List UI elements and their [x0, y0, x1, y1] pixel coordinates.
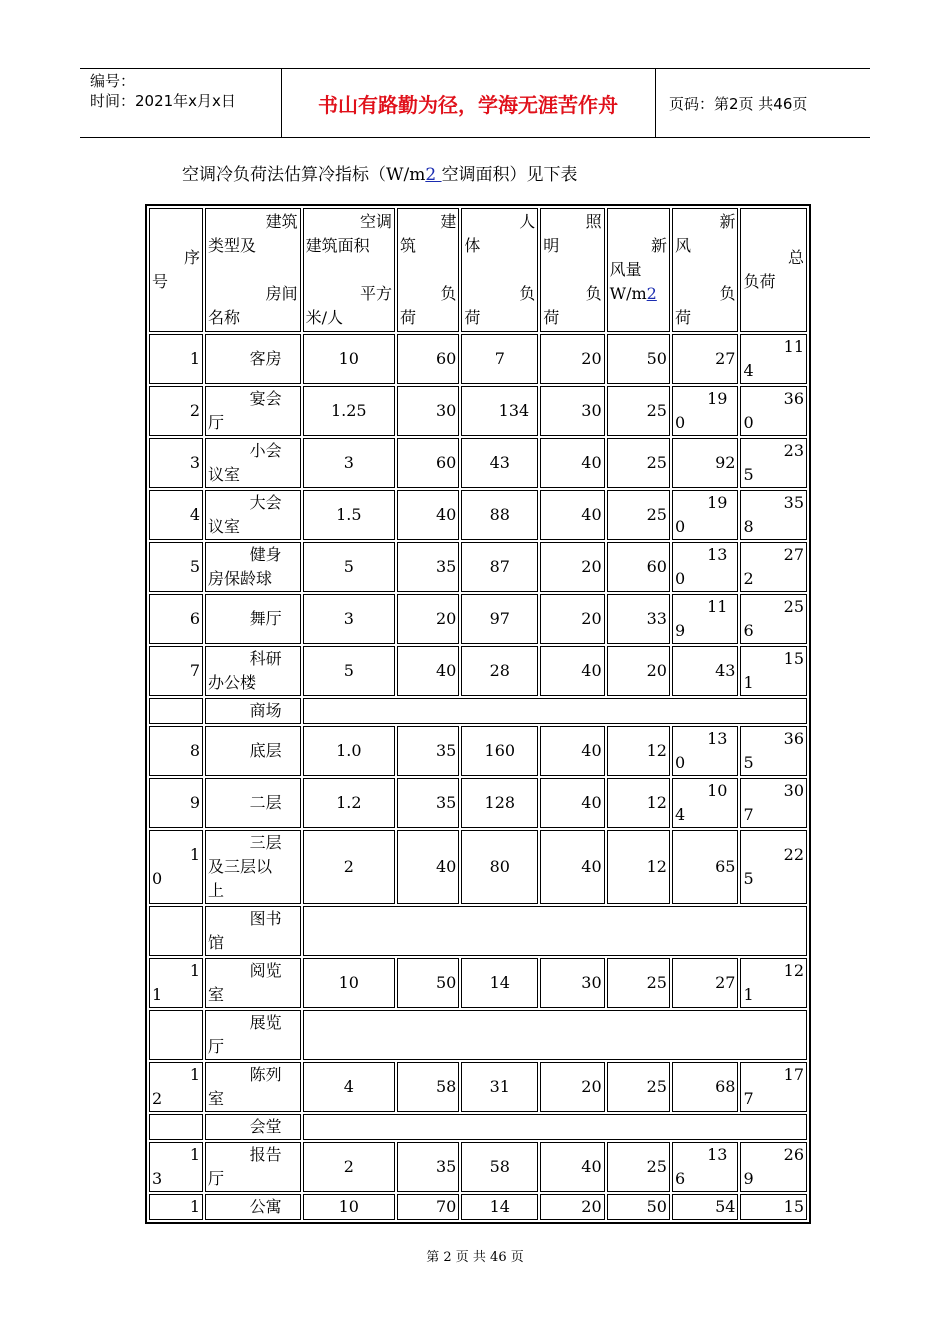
room-name-cell: 三层 及三层以 上 — [205, 830, 301, 904]
building-load-cell: 35 — [397, 542, 459, 592]
body-load-cell: 14 — [461, 1194, 538, 1220]
body-load-cell: 87 — [461, 542, 538, 592]
fresh-air-load-cell: 43 — [672, 646, 738, 696]
document-number-label: 编号： — [90, 72, 136, 90]
table-row — [149, 334, 807, 384]
table-row — [149, 490, 807, 540]
empty-cell — [149, 698, 203, 724]
total-load-cell: 15 — [740, 1194, 807, 1220]
table-row — [149, 542, 807, 592]
fresh-air-load-cell: 13 0 — [672, 726, 738, 776]
fresh-air-load-cell: 11 9 — [672, 594, 738, 644]
header-body-load: 人 体 负 荷 — [461, 208, 538, 332]
empty-cell — [303, 906, 807, 956]
table-row — [149, 1062, 807, 1112]
area-cell: 1.2 — [303, 778, 395, 828]
fresh-air-load-cell: 65 — [672, 830, 738, 904]
building-load-cell: 70 — [397, 1194, 459, 1220]
header-seq: 序 号 — [149, 208, 203, 332]
cooling-load-table — [145, 204, 811, 1224]
building-load-cell: 35 — [397, 726, 459, 776]
fresh-air-cell: 60 — [607, 542, 670, 592]
header-area: 空调 建筑面积 平方 米/人 — [303, 208, 395, 332]
header-building-load: 建 筑 负 荷 — [397, 208, 459, 332]
lighting-load-cell: 40 — [540, 1142, 604, 1192]
lighting-load-cell: 30 — [540, 958, 604, 1008]
header-meta — [90, 71, 236, 111]
building-load-cell: 60 — [397, 334, 459, 384]
area-cell: 10 — [303, 1194, 395, 1220]
area-cell: 2 — [303, 830, 395, 904]
fresh-air-cell: 50 — [607, 334, 670, 384]
empty-cell — [303, 1010, 807, 1060]
fresh-air-load-cell: 13 0 — [672, 542, 738, 592]
fresh-air-cell: 12 — [607, 830, 670, 904]
area-cell: 4 — [303, 1062, 395, 1112]
total-load-cell: 12 1 — [740, 958, 807, 1008]
header-motto: 书山有路勤为径，学海无涯苦作舟 — [318, 92, 618, 117]
lighting-load-cell: 40 — [540, 438, 604, 488]
room-name-cell: 小会 议室 — [205, 438, 301, 488]
room-name-cell: 客房 — [205, 334, 301, 384]
lighting-load-cell: 20 — [540, 594, 604, 644]
page-footer: 第 2 页 共 46 页 — [426, 1250, 524, 1265]
total-load-cell: 25 6 — [740, 594, 807, 644]
body-load-cell: 7 — [461, 334, 538, 384]
area-cell: 1.25 — [303, 386, 395, 436]
building-load-cell: 40 — [397, 646, 459, 696]
fresh-air-load-cell: 13 6 — [672, 1142, 738, 1192]
fresh-air-cell: 25 — [607, 490, 670, 540]
caption-text-end: 空调面积）见下表 — [441, 165, 578, 185]
empty-cell — [303, 1114, 807, 1140]
total-load-cell: 26 9 — [740, 1142, 807, 1192]
seq-cell: 1 1 — [149, 958, 203, 1008]
fresh-air-cell: 25 — [607, 438, 670, 488]
fresh-air-load-cell: 10 4 — [672, 778, 738, 828]
area-cell: 5 — [303, 542, 395, 592]
building-load-cell: 40 — [397, 830, 459, 904]
header-fresh-air: 新 风量 W/m2 — [607, 208, 670, 332]
fresh-air-cell: 33 — [607, 594, 670, 644]
table-row — [149, 830, 807, 904]
table-header-row — [149, 208, 807, 332]
lighting-load-cell: 20 — [540, 1062, 604, 1112]
fresh-air-cell: 25 — [607, 386, 670, 436]
body-load-cell: 88 — [461, 490, 538, 540]
fresh-air-cell: 50 — [607, 1194, 670, 1220]
body-load-cell: 43 — [461, 438, 538, 488]
seq-cell: 8 — [149, 726, 203, 776]
body-load-cell: 31 — [461, 1062, 538, 1112]
header-lighting-load: 照 明 负 荷 — [540, 208, 604, 332]
building-load-cell: 40 — [397, 490, 459, 540]
body-load-cell: 160 — [461, 726, 538, 776]
unit-link[interactable]: 2 — [646, 284, 657, 303]
room-name-cell: 健身 房保龄球 — [205, 542, 301, 592]
building-load-cell: 35 — [397, 1142, 459, 1192]
table-row — [149, 726, 807, 776]
lighting-load-cell: 40 — [540, 726, 604, 776]
total-load-cell: 27 2 — [740, 542, 807, 592]
fresh-air-load-cell: 92 — [672, 438, 738, 488]
fresh-air-cell: 25 — [607, 1062, 670, 1112]
table-row — [149, 594, 807, 644]
lighting-load-cell: 30 — [540, 386, 604, 436]
total-load-cell: 36 5 — [740, 726, 807, 776]
table-row — [149, 1142, 807, 1192]
body-load-cell: 28 — [461, 646, 538, 696]
area-cell: 3 — [303, 594, 395, 644]
fresh-air-load-cell: 54 — [672, 1194, 738, 1220]
building-load-cell: 30 — [397, 386, 459, 436]
fresh-air-cell: 12 — [607, 778, 670, 828]
room-name-cell: 公寓 — [205, 1194, 301, 1220]
room-name-cell: 大会 议室 — [205, 490, 301, 540]
room-name-cell: 底层 — [205, 726, 301, 776]
fresh-air-cell: 20 — [607, 646, 670, 696]
total-load-cell: 36 0 — [740, 386, 807, 436]
fresh-air-load-cell: 27 — [672, 334, 738, 384]
seq-cell: 1 — [149, 1194, 203, 1220]
room-name-cell: 舞厅 — [205, 594, 301, 644]
room-name-cell: 宴会 厅 — [205, 386, 301, 436]
group-row — [149, 1010, 807, 1060]
fresh-air-cell: 25 — [607, 958, 670, 1008]
group-row — [149, 1114, 807, 1140]
lighting-load-cell: 20 — [540, 334, 604, 384]
empty-cell — [149, 1114, 203, 1140]
body-load-cell: 80 — [461, 830, 538, 904]
header-total-load: 总 负荷 — [740, 208, 807, 332]
lighting-load-cell: 20 — [540, 1194, 604, 1220]
empty-cell — [149, 1010, 203, 1060]
table-row — [149, 438, 807, 488]
seq-cell: 4 — [149, 490, 203, 540]
area-cell: 10 — [303, 334, 395, 384]
room-name-cell: 阅览 室 — [205, 958, 301, 1008]
fresh-air-load-cell: 19 0 — [672, 490, 738, 540]
building-load-cell: 35 — [397, 778, 459, 828]
lighting-load-cell: 40 — [540, 646, 604, 696]
empty-cell — [149, 906, 203, 956]
area-cell: 3 — [303, 438, 395, 488]
group-label-hall: 会堂 — [205, 1114, 301, 1140]
group-row — [149, 906, 807, 956]
group-label-mall: 商场 — [205, 698, 301, 724]
seq-cell: 2 — [149, 386, 203, 436]
fresh-air-cell: 25 — [607, 1142, 670, 1192]
page-header — [80, 68, 870, 138]
header-divider — [655, 69, 656, 137]
building-load-cell: 60 — [397, 438, 459, 488]
caption-text: 空调冷负荷法估算冷指标（W/m — [182, 165, 426, 185]
seq-cell: 9 — [149, 778, 203, 828]
total-load-cell: 17 7 — [740, 1062, 807, 1112]
fresh-air-load-cell: 68 — [672, 1062, 738, 1112]
body-load-cell: 58 — [461, 1142, 538, 1192]
table-row — [149, 778, 807, 828]
group-row — [149, 698, 807, 724]
building-load-cell: 50 — [397, 958, 459, 1008]
table-row — [149, 958, 807, 1008]
seq-cell: 7 — [149, 646, 203, 696]
area-cell: 1.5 — [303, 490, 395, 540]
caption-link[interactable]: 2 — [425, 165, 442, 185]
group-label-exhibition: 展览 厅 — [205, 1010, 301, 1060]
room-name-cell: 报告 厅 — [205, 1142, 301, 1192]
fresh-air-load-cell: 19 0 — [672, 386, 738, 436]
total-load-cell: 35 8 — [740, 490, 807, 540]
document-time: 时间：2021年x月x日 — [90, 92, 236, 110]
seq-cell: 3 — [149, 438, 203, 488]
header-type: 建筑 类型及 房间 名称 — [205, 208, 301, 332]
lighting-load-cell: 40 — [540, 490, 604, 540]
header-page-info: 页码：第2页 共46页 — [669, 94, 808, 113]
fresh-air-cell: 12 — [607, 726, 670, 776]
group-label-library: 图书 馆 — [205, 906, 301, 956]
total-load-cell: 22 5 — [740, 830, 807, 904]
seq-cell: 1 0 — [149, 830, 203, 904]
total-load-cell: 23 5 — [740, 438, 807, 488]
lighting-load-cell: 40 — [540, 778, 604, 828]
header-fresh-air-load: 新 风 负 荷 — [672, 208, 738, 332]
body-load-cell: 128 — [461, 778, 538, 828]
table-caption — [182, 160, 578, 185]
area-cell: 5 — [303, 646, 395, 696]
area-cell: 10 — [303, 958, 395, 1008]
lighting-load-cell: 40 — [540, 830, 604, 904]
fresh-air-load-cell: 27 — [672, 958, 738, 1008]
seq-cell: 1 — [149, 334, 203, 384]
empty-cell — [303, 698, 807, 724]
room-name-cell: 科研 办公楼 — [205, 646, 301, 696]
lighting-load-cell: 20 — [540, 542, 604, 592]
table-row — [149, 386, 807, 436]
room-name-cell: 陈列 室 — [205, 1062, 301, 1112]
building-load-cell: 58 — [397, 1062, 459, 1112]
seq-cell: 1 3 — [149, 1142, 203, 1192]
seq-cell: 1 2 — [149, 1062, 203, 1112]
area-cell: 1.0 — [303, 726, 395, 776]
table-row — [149, 646, 807, 696]
table-row — [149, 1194, 807, 1220]
seq-cell: 6 — [149, 594, 203, 644]
area-cell: 2 — [303, 1142, 395, 1192]
body-load-cell: 14 — [461, 958, 538, 1008]
seq-cell: 5 — [149, 542, 203, 592]
total-load-cell: 15 1 — [740, 646, 807, 696]
total-load-cell: 11 4 — [740, 334, 807, 384]
total-load-cell: 30 7 — [740, 778, 807, 828]
body-load-cell: 134 — [461, 386, 538, 436]
body-load-cell: 97 — [461, 594, 538, 644]
room-name-cell: 二层 — [205, 778, 301, 828]
building-load-cell: 20 — [397, 594, 459, 644]
